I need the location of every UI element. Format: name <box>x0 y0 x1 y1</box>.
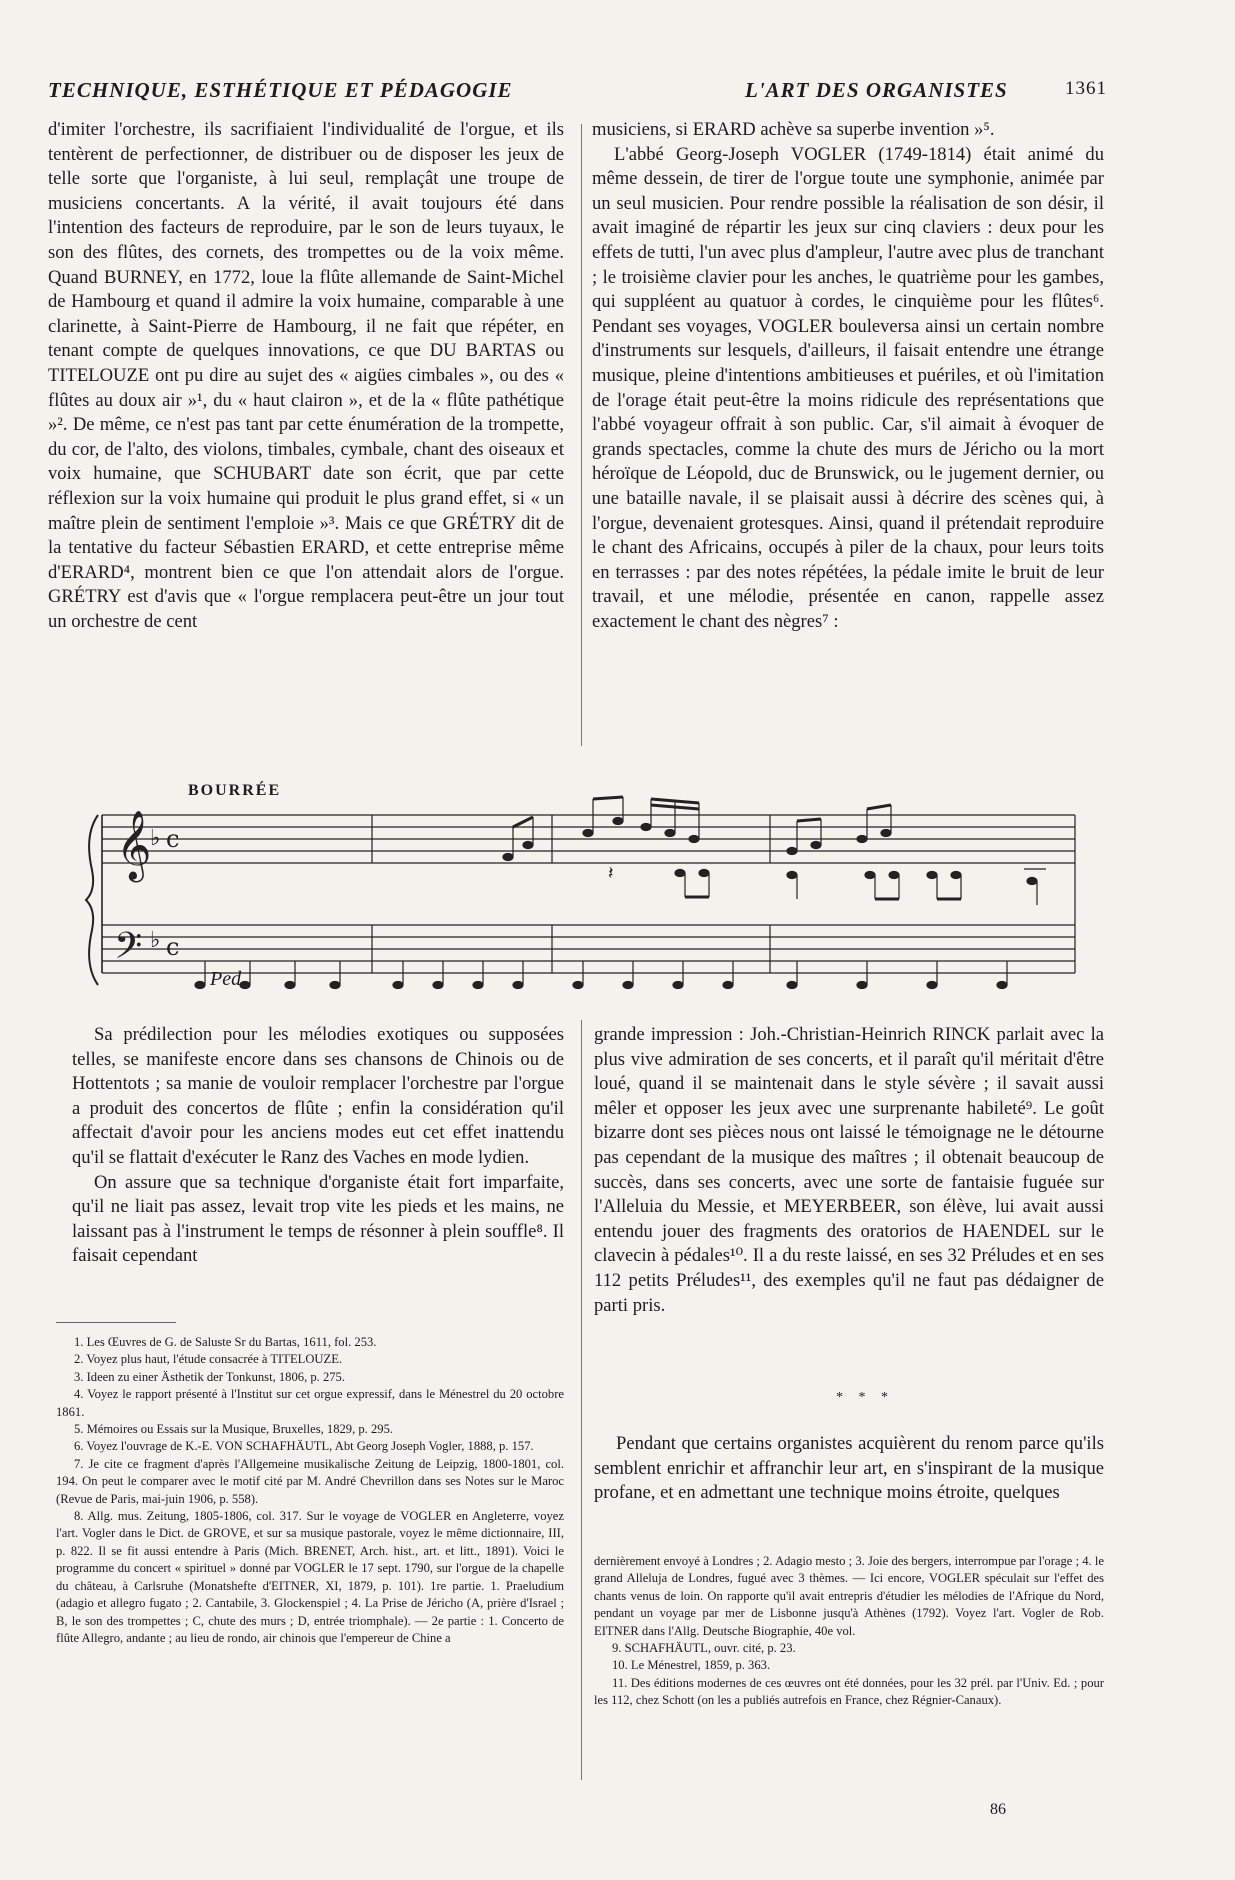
bottom-right-column <box>594 1023 1104 1318</box>
running-header-left: TECHNIQUE, ESTHÉTIQUE ET PÉDAGOGIE <box>48 78 513 102</box>
music-title: BOURRÉE <box>188 782 282 799</box>
svg-text:c: c <box>166 933 180 961</box>
svg-text:𝄞: 𝄞 <box>116 810 152 880</box>
footnotes-left <box>56 1334 564 1647</box>
footnote: 3. Ideen zu einer Ästhetik der Tonkunst, 1806, p. 275. <box>74 1369 345 1384</box>
bottom-left-column <box>72 1023 564 1269</box>
svg-text:c: c <box>166 825 180 853</box>
paragraph: d'imiter l'orchestre, ils sacrifiaient l'individualité de l'orgue, et ils tentèrent de perfectionner, de distribuer ou de disposer les jeux de telle sorte que l'organiste, à lui seul, remplaçât une troupe de musiciens concertants. A la vérité, il avait toujours été dans l'intention des facteurs de reproduire, par le son de leurs tuyaux, le son des flûtes, des cornets, des trompettes ou de la voix même. Quand BURNEY, en 1772, loue la flûte allemande de Saint-Michel de Hambourg et quand il admire la voix humaine, comparable à une clarinette, à Saint-Pierre de Hambourg, il ne fait que répéter, en tenant compte de quelques innovations, ce que DU BARTAS ou TITELOUZE ont pu dire au sujet des « aigües cimbales », ou des « flûtes au doux air »¹, du « haut clairon », et de la « flûte pathétique »². De même, ce n'est pas tant par cette énumération de la trompette, du cor, de l'alto, des violons, timbales, cymbale, chant des oiseaux et voix humaine, que SCHUBART date son écrit, que par cette réflexion sur la voix humaine qui produit le plus grand effet, si « un maître plein de sentiment l'emploie »³. Mais ce que GRÉTRY dit de la tentative du facteur Sébastien ERARD, et cette entreprise même d'ERARD⁴, montrent bien ce que l'on attendait alors de l'orgue. GRÉTRY est d'avis que « l'orgue remplacera peut-être un jour tout un orchestre de cent <box>48 119 564 632</box>
footnote: 8. Allg. mus. Zeitung, 1805-1806, col. 317. Sur le voyage de VOGLER en Angleterre, voyez l'art. Vogler dans le Dict. de GROVE, et sur sa musique pastorale, voyez le même dictionnaire, III, p. 822. Il se fit aussi entendre à Paris (Mich. BRENET, Arch. hist., art. et litt., 1891). Voici le programme du concert « spirituel » donné par VOGLER le 17 sept. 1790, sur l'orgue de la chapelle du château, à Carlsruhe (Monatshefte d'EITNER, XI, 1879, p. 101). 1re partie. 1. Praeludium (adagio et allegro fugato ; 2. Cantabile, 3. Glockenspiel ; 4. La Prise de Jéricho (A, prière d'Israel ; B, le son des trompettes ; C, chute des murs ; D, entrée triomphale). — 2e partie : 1. Concerto de flûte Allegro, andante ; au lieu de rondo, air chinois que l'empereur de Chine a <box>56 1509 564 1645</box>
page-number: 86 <box>990 1801 1006 1818</box>
footnote: 10. Le Ménestrel, 1859, p. 363. <box>612 1658 771 1673</box>
footnote: 6. Voyez l'ouvrage de K.-E. VON SCHAFHÄUTL, Abt Georg Joseph Vogler, 1888, p. 157. <box>74 1439 534 1454</box>
svg-text:𝄢: 𝄢 <box>114 925 143 976</box>
footnote: dernièrement envoyé à Londres ; 2. Adagio mesto ; 3. Joie des bergers, interrompue par l'orage ; 4. le grand Alleluja de Londres, fugué avec 3 thèmes. — Ici encore, VOGLER spéculait sur l'effet des chants venus de loin. On rapporte qu'il avait entrepris d'étudier les mélodies de l'Afrique du Nord, pendant un voyage par mer de Lisbonne jusqu'à Athènes (1792). Voyez l'art. Vogler de Rob. EITNER dans l'Allg. Deutsche Biographie, 40e vol. <box>594 1554 1104 1638</box>
column-divider-bottom <box>581 1020 582 1780</box>
paragraph: grande impression : Joh.-Christian-Heinrich RINCK parlait avec la plus vive admiration de ses concerts, et il paraît qu'il méritait d'être loué, quand il se maintenait dans le style sévère ; il savait aussi mêler et opposer les jeux avec une surprenante habileté⁹. Le goût bizarre dont ses pièces nous ont laissé le témoignage ne le détourne pas cependant de la musique des maîtres ; il obtenait beaucoup de succès, dans ses concerts, avec une sorte de fantaisie fuguée sur l'Alleluia du Messie, et MEYERBEER, son élève, lui avait aussi entendu jouer des fragments des oratorios de HAENDEL sur le clavecin à pédales¹⁰. Il a du reste laissé, en ses 32 Préludes et en ses 112 petits Préludes¹¹, des exemples qu'il ne faut pas dédaigner de parti pris. <box>594 1024 1104 1316</box>
paragraph: musiciens, si ERARD achève sa superbe invention »⁵. <box>592 119 995 140</box>
paragraph: On assure que sa technique d'organiste était fort imparfaite, qu'il ne liait pas assez, levait trop vite les pieds et les mains, ne laissant pas à l'instrument le temps de résonner à plein souffle⁸. Il faisait cependant <box>72 1171 564 1267</box>
top-left-column <box>48 118 564 634</box>
bass-notes <box>195 961 1007 989</box>
footnote: 11. Des éditions modernes de ces œuvres ont été données, pour les 32 prél. par l'Univ. Ed. ; pour les 112, chez Schott (on les a publiés autrefois en France, chez Régnier-Canaux). <box>594 1675 1104 1708</box>
top-right-column <box>592 118 1104 634</box>
footnote: 2. Voyez plus haut, l'étude consacrée à TITELOUZE. <box>74 1352 343 1367</box>
footnote-rule <box>56 1322 176 1323</box>
svg-text:♭: ♭ <box>150 826 161 851</box>
footnote: 7. Je cite ce fragment d'après l'Allgemeine musikalische Zeitung de Leipzig, 1800-1801, col. 194. On peut le comparer avec le motif cité par M. André Chevrillon dans ses Notes sur le Maroc (Revue de Paris, mai-juin 1906, p. 558). <box>56 1456 564 1506</box>
section-separator: * * * <box>836 1390 894 1405</box>
footnote: 4. Voyez le rapport présenté à l'Institut sur cet orgue expressif, dans le Ménestrel du 20 octobre 1861. <box>56 1387 564 1419</box>
paragraph: Sa prédilection pour les mélodies exotiques ou supposées telles, se manifeste encore dans ses chansons de Chinois ou de Hottentots ; sa manie de vouloir remplacer l'orchestre par l'orgue a produit des concertos de flûte ; enfin la considération qu'il affectait d'avoir pour les anciens modes eut cet effet inattendu qu'il se flattait d'exécuter le Ranz des Vaches en mode lydien. <box>72 1024 564 1168</box>
paragraph: L'abbé Georg-Joseph VOGLER (1749-1814) était animé du même dessein, de tirer de l'orgue toute une symphonie, animée par un seul musicien. Pour rendre possible la réalisation de son désir, il avait imaginé de répartir les jeux sur cinq claviers : deux pour les effets de tutti, l'un avec plus d'ampleur, l'autre avec plus de tranchant ; le troisième clavier pour les anches, le quatrième pour les gambes, qui suppléent au quatuor à cordes, le cinquième pour les flûtes⁶. Pendant ses voyages, VOGLER bouleversa ainsi un certain nombre d'instruments sur lesquels, d'ailleurs, il faisait entendre une étrange musique, pleine d'intentions ambitieuses et puériles, et où l'imitation de l'orage était peut-être la moins ridicule des représentations que l'abbé voyageur offrait à son public. Car, s'il aimait à évoquer de grands spectacles, comme la chute des murs de Jéricho ou la mort héroïque de Léopold, duc de Brunswick, ou le jugement dernier, ou une bataille navale, il se plaisait aussi à décrire des scènes qui, à l'orgue, devenaient grotesques. Ainsi, quand il prétendait reproduire le chant des Africains, occupés à piler de la chaux, pour leurs toits en terrasses : par des notes répétées, la pédale imite le bruit de leur travail, et une mélodie, présentée en canon, rappelle assez exactement le chant des nègres⁷ : <box>592 143 1104 632</box>
footnote: 9. SCHAFHÄUTL, ouvr. cité, p. 23. <box>612 1641 796 1656</box>
footnote: 5. Mémoires ou Essais sur la Musique, Bruxelles, 1829, p. 295. <box>74 1422 394 1437</box>
bottom-right-column-2 <box>594 1432 1104 1506</box>
footnotes-right <box>594 1553 1104 1710</box>
footnote: 1. Les Œuvres de G. de Saluste Sr du Bartas, 1611, fol. 253. <box>74 1335 377 1349</box>
header-page-number: 1361 <box>1065 78 1107 99</box>
pedal-marking: Ped <box>210 968 242 990</box>
svg-text:𝄽: 𝄽 <box>608 863 614 883</box>
running-header-right: L'ART DES ORGANISTES <box>745 78 1008 102</box>
paragraph: Pendant que certains organistes acquièrent du renom parce qu'ils semblent enrichir et affranchir leur art, en s'inspirant de la musique profane, et en admettant une technique moins étroite, quelques <box>594 1433 1104 1504</box>
svg-text:♭: ♭ <box>150 928 161 953</box>
column-divider-top <box>581 124 582 746</box>
